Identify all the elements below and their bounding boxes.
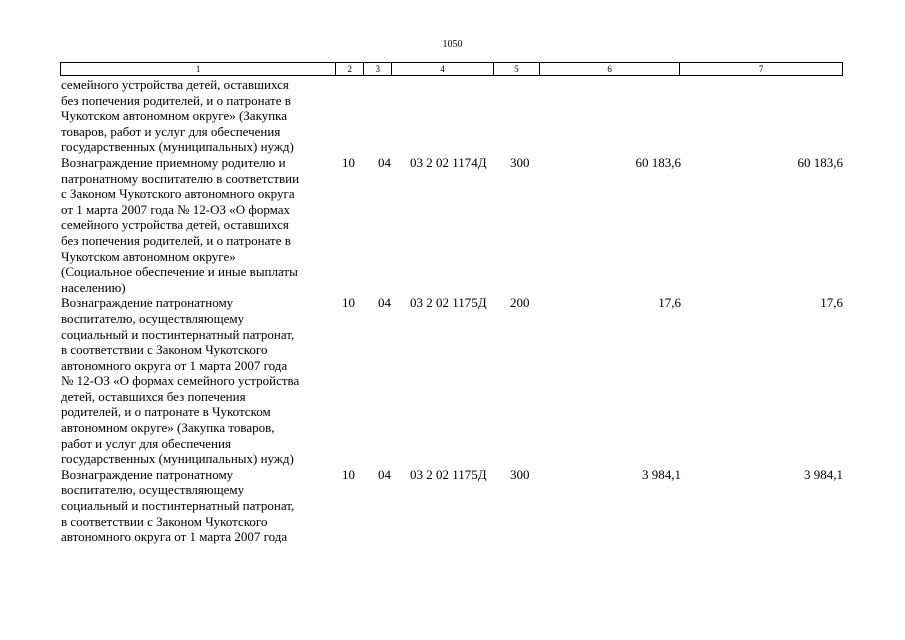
table-row (60, 467, 843, 545)
expense-type-cell: 300 (510, 466, 530, 482)
row-name-cell: Вознаграждение патронатному воспитателю, осуществляющему социальный и постинтернатный патронат, в соответствии с Законом Чукотского автономного округа от 1 марта 2007 года № 12-ОЗ «О формах семейного устройства детей, оставшихся без попечения родителей, и о патронате в Чукотском автономном округе» (Закупка товаров, работ и услуг для обеспечения государственных (муниципальных) нужд) (61, 295, 300, 467)
row-name-cell: Вознаграждение приемному родителю и патронатному воспитателю в соответствии с Законом Чукотского автономного округа от 1 марта 2007 года № 12-ОЗ «О формах семейного устройства детей, оставшихся без попечения родителей, и о патронате в Чукотском автономном округе» (Социальное обеспечение и иные выплаты населению) (61, 154, 300, 295)
target-article-cell (404, 77, 506, 155)
section-cell: 10 (342, 295, 355, 311)
section-cell: 10 (342, 466, 355, 482)
amount-column-7-cell: 3 984,1 (804, 466, 843, 482)
table-row (60, 77, 843, 155)
column-header-1: 1 (61, 63, 336, 75)
target-article-cell: 03 2 02 1175Д (410, 295, 487, 311)
table-row (60, 155, 843, 295)
column-header-4: 4 (392, 63, 494, 75)
amount-column-6-cell: 3 984,1 (642, 466, 681, 482)
column-header-2: 2 (336, 63, 364, 75)
amount-column-6-cell: 17,6 (658, 295, 681, 311)
section-cell (336, 77, 376, 155)
table-row (60, 295, 843, 467)
expense-type-cell (506, 77, 552, 155)
subsection-cell: 04 (378, 154, 391, 170)
section-cell: 10 (342, 154, 355, 170)
row-name-cell: семейного устройства детей, оставшихся без попечения родителей, и о патронате в Чукотском автономном округе» (Закупка товаров, работ и услуг для обеспечения государственных (муниципальных) нужд) (61, 77, 294, 155)
column-header-3: 3 (364, 63, 392, 75)
target-article-cell: 03 2 02 1175Д (410, 466, 487, 482)
amount-column-7-cell: 17,6 (820, 295, 843, 311)
amount-column-7-cell: 60 183,6 (797, 154, 843, 170)
column-header-7: 7 (758, 64, 764, 74)
amount-column-6-cell: 60 183,6 (635, 154, 681, 170)
budget-table-body (60, 77, 843, 545)
subsection-cell (376, 77, 404, 155)
column-header-row (60, 62, 843, 76)
column-header-5: 5 (494, 63, 540, 75)
amount-column-7-cell (681, 77, 843, 155)
amount-column-6-cell (552, 77, 681, 155)
target-article-cell: 03 2 02 1174Д (410, 154, 487, 170)
subsection-cell: 04 (378, 466, 391, 482)
page-number: 1050 (442, 39, 463, 50)
column-header-6: 6 (540, 63, 681, 75)
expense-type-cell: 200 (510, 295, 530, 311)
row-name-cell: Вознаграждение патронатному воспитателю, осуществляющему социальный и постинтернатный патронат, в соответствии с Законом Чукотского автономного округа от 1 марта 2007 года (61, 466, 295, 545)
expense-type-cell: 300 (510, 154, 530, 170)
subsection-cell: 04 (378, 295, 391, 311)
